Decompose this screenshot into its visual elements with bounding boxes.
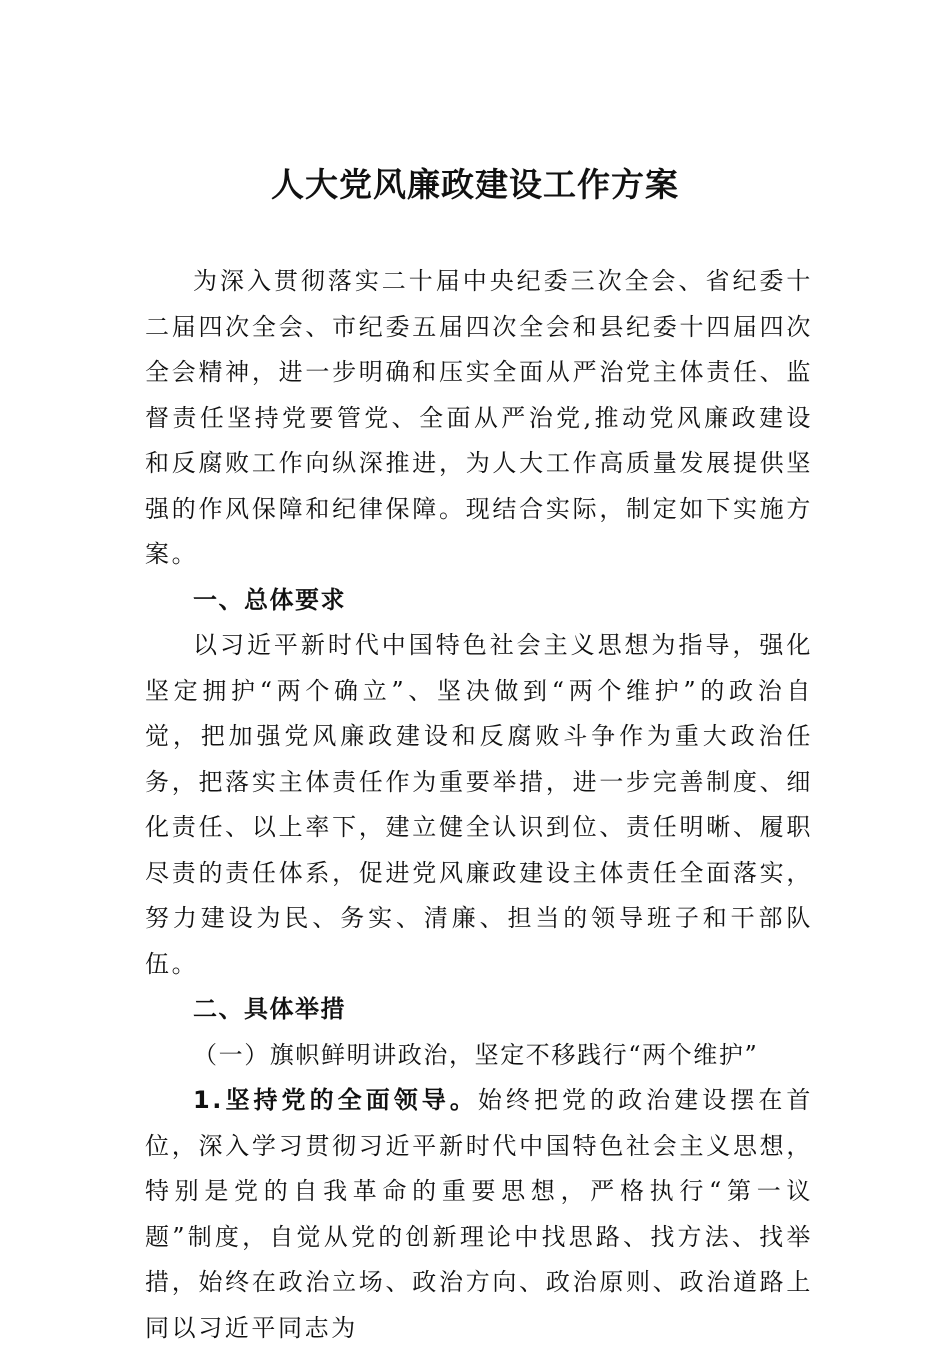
- document-body: [145, 259, 813, 1351]
- general-requirements-paragraph: 以习近平新时代中国特色社会主义思想为指导，强化坚定拥护“两个确立”、坚决做到“两个维护”的政治自觉，把加强党风廉政建设和反腐败斗争作为重大政治任务，把落实主体责任作为重要举措，进一步完善制度、细化责任、以上率下，建立健全认识到位、责任明晰、履职尽责的责任体系，促进党风廉政建设主体责任全面落实，努力建设为民、务实、清廉、担当的领导班子和干部队伍。: [145, 631, 813, 978]
- item-1-text: 始终把党的政治建设摆在首位，深入学习贯彻习近平新时代中国特色社会主义思想，特别是党的自我革命的重要思想，严格执行“第一议题”制度，自觉从党的创新理论中找思路、找方法、找举措，始终在政治立场、政治方向、政治原则、政治道路上同以习近平同志为: [145, 1086, 814, 1342]
- intro-paragraph: 为深入贯彻落实二十届中央纪委三次全会、省纪委十二届四次全会、市纪委五届四次全会和县纪委十四届四次全会精神，进一步明确和压实全面从严治党主体责任、监督责任坚持党要管党、全面从严治党,推动党风廉政建设和反腐败工作向纵深推进，为人大工作高质量发展提供坚强的作风保障和纪律保障。现结合实际，制定如下实施方案。: [145, 267, 813, 568]
- subsection-heading-politics: （一）旗帜鲜明讲政治，坚定不移践行“两个维护”: [193, 1040, 759, 1069]
- document-title: 人大党风廉政建设工作方案: [271, 165, 679, 204]
- section-heading-general-requirements: 一、总体要求: [193, 585, 346, 614]
- item-1-paragraph: [145, 1078, 813, 1351]
- item-1-lead: 1.坚持党的全面领导。: [193, 1086, 478, 1114]
- section-heading-specific-measures: 二、具体举措: [193, 995, 346, 1023]
